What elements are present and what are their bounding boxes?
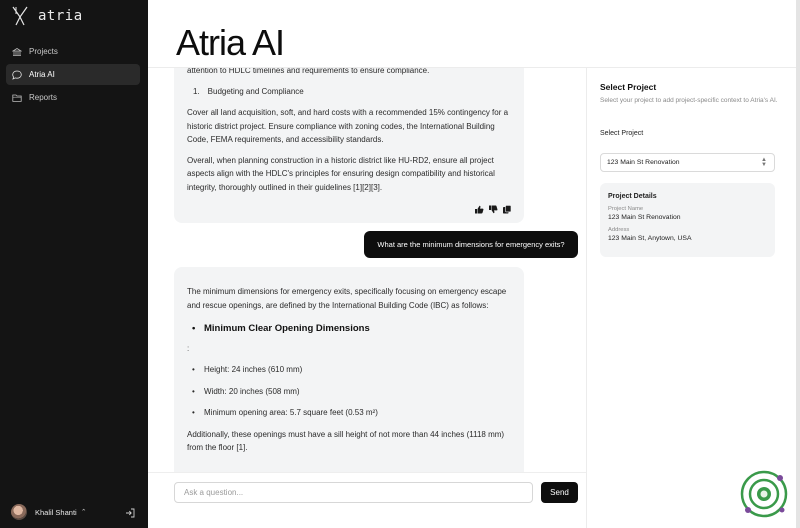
message-text: The minimum dimensions for emergency exits, specifically focusing on emergency escape and rescue openings, are defined by the International Building Code (IBC) as follows: — [187, 287, 507, 310]
question-input[interactable] — [174, 482, 533, 503]
sidebar-item-label: Atria AI — [29, 70, 55, 79]
sidebar-item-atria-ai[interactable] — [6, 64, 140, 85]
chat-thread[interactable] — [148, 68, 586, 472]
list-item: • Width: 20 inches (508 mm) — [187, 385, 512, 399]
details-title: Project Details — [608, 193, 657, 200]
chevron-updown-icon: ▲ ▼ — [761, 157, 767, 168]
atria-logo-icon — [12, 6, 28, 26]
project-details-card — [600, 183, 775, 257]
sidebar — [0, 0, 148, 528]
app-name: atria — [38, 8, 83, 24]
logout-icon[interactable] — [125, 508, 135, 518]
message-text: : — [187, 343, 190, 353]
panel-title: Select Project — [600, 82, 657, 92]
thumbs-down-icon[interactable] — [488, 205, 498, 214]
message-feedback — [474, 205, 512, 214]
message-text: Overall, when planning construction in a historic district like HU-RD2, ensure all project aspects align with the HDLC's principles for ensuring design compatibility and historical integrity, thoroughly outlined in their guidelines [1][2][3]. — [187, 155, 495, 192]
composer-divider — [148, 472, 586, 473]
message-text: attention to HDLC timelines and requirements to ensure compliance. — [187, 68, 430, 75]
send-button[interactable]: Send — [541, 482, 578, 503]
thumbs-up-icon[interactable] — [474, 205, 484, 214]
numbered-item: 1. Budgeting and Compliance — [193, 86, 304, 96]
project-name-label: Project Name — [608, 206, 644, 212]
main-area — [148, 0, 796, 528]
project-select[interactable] — [600, 153, 775, 172]
select-label: Select Project — [600, 130, 644, 137]
message-text: Cover all land acquisition, soft, and hard costs with a recommended 15% contingency for a historic district project. Ensure compliance with zoning codes, the International Building Code, FEMA requirements, and accessibility standards. — [187, 108, 509, 144]
list-heading: • Minimum Clear Opening Dimensions — [187, 322, 512, 336]
list-item: • Minimum opening area: 5.7 square feet (0.53 m²) — [187, 406, 512, 420]
user-name: Khalil Shanti — [35, 507, 77, 517]
page-title: Atria AI — [176, 22, 285, 63]
chat-bubble-icon — [12, 70, 22, 80]
user-menu[interactable] — [11, 504, 139, 520]
sidebar-item-label: Projects — [29, 47, 58, 56]
app-logo[interactable] — [12, 6, 83, 26]
assistant-message — [174, 68, 524, 223]
user-message: What are the minimum dimensions for emergency exits? — [364, 231, 578, 258]
avatar — [11, 504, 27, 520]
copy-icon[interactable] — [502, 205, 512, 214]
sidebar-nav — [6, 41, 140, 110]
address-label: Address — [608, 227, 630, 233]
project-name-value: 123 Main St Renovation — [608, 214, 681, 221]
address-value: 123 Main St, Anytown, USA — [608, 235, 692, 242]
sidebar-item-label: Reports — [29, 93, 58, 102]
folder-icon — [12, 93, 22, 103]
window-edge — [796, 0, 800, 528]
selected-value: 123 Main St Renovation — [607, 159, 680, 166]
sidebar-item-projects[interactable] — [6, 41, 140, 62]
message-text: Additionally, these openings must have a sill height of not more than 44 inches (1118 mm) from the floor [1]. — [187, 429, 505, 452]
list-item: • Height: 24 inches (610 mm) — [187, 363, 512, 377]
project-panel — [586, 68, 796, 528]
assistant-message — [174, 267, 524, 472]
panel-description: Select your project to add project-specific context to Atria's AI. — [600, 97, 778, 104]
sidebar-item-reports[interactable] — [6, 87, 140, 108]
bank-icon — [12, 47, 22, 57]
assistant-orb-icon[interactable] — [738, 468, 790, 520]
chevron-up-icon: ⌃ — [80, 509, 87, 516]
